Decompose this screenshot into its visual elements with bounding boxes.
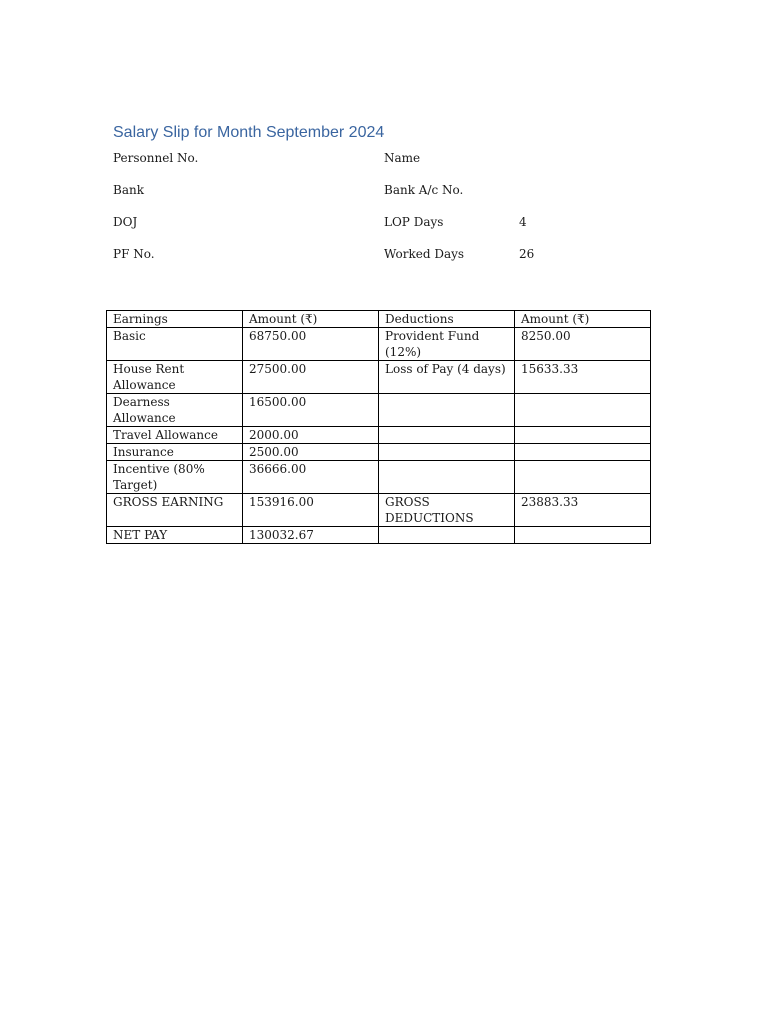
page-title: Salary Slip for Month September 2024 bbox=[113, 124, 385, 141]
table-cell: Travel Allowance bbox=[107, 427, 243, 444]
lop-days-value: 4 bbox=[519, 215, 527, 229]
personnel-no-label: Personnel No. bbox=[113, 151, 199, 165]
lop-days-label: LOP Days bbox=[384, 215, 444, 229]
table-cell: GROSS EARNING bbox=[107, 494, 243, 527]
worked-days-label: Worked Days bbox=[384, 247, 465, 261]
table-cell bbox=[379, 427, 515, 444]
table-cell bbox=[515, 427, 651, 444]
column-header: Earnings bbox=[107, 311, 243, 328]
table-cell bbox=[379, 444, 515, 461]
table-cell: 16500.00 bbox=[243, 394, 379, 427]
info-row bbox=[113, 214, 633, 246]
table-cell: 27500.00 bbox=[243, 361, 379, 394]
table-cell: Dearness Allowance bbox=[107, 394, 243, 427]
table-cell: 8250.00 bbox=[515, 328, 651, 361]
table-row bbox=[107, 427, 651, 444]
table-cell bbox=[379, 527, 515, 544]
table-cell: Provident Fund (12%) bbox=[379, 328, 515, 361]
table-cell bbox=[379, 461, 515, 494]
bank-label: Bank bbox=[113, 183, 144, 197]
table-cell bbox=[379, 394, 515, 427]
table-cell: GROSS DEDUCTIONS bbox=[379, 494, 515, 527]
table-cell: Loss of Pay (4 days) bbox=[379, 361, 515, 394]
column-header: Amount (₹) bbox=[515, 311, 651, 328]
doj-label: DOJ bbox=[113, 215, 138, 229]
table-cell: Insurance bbox=[107, 444, 243, 461]
column-header: Deductions bbox=[379, 311, 515, 328]
table-header-row bbox=[107, 311, 651, 328]
table-cell bbox=[515, 444, 651, 461]
table-row bbox=[107, 444, 651, 461]
table-cell: 23883.33 bbox=[515, 494, 651, 527]
bank-account-label: Bank A/c No. bbox=[384, 183, 464, 197]
table-row bbox=[107, 394, 651, 427]
table-cell: House Rent Allowance bbox=[107, 361, 243, 394]
table-cell: 2000.00 bbox=[243, 427, 379, 444]
table-cell bbox=[515, 527, 651, 544]
info-row bbox=[113, 150, 633, 182]
table-cell: 153916.00 bbox=[243, 494, 379, 527]
pf-no-label: PF No. bbox=[113, 247, 155, 261]
table-cell: 36666.00 bbox=[243, 461, 379, 494]
table-cell bbox=[515, 394, 651, 427]
column-header: Amount (₹) bbox=[243, 311, 379, 328]
table-cell: 130032.67 bbox=[243, 527, 379, 544]
table-row bbox=[107, 361, 651, 394]
table-cell: 2500.00 bbox=[243, 444, 379, 461]
employee-info bbox=[113, 150, 633, 278]
table-row bbox=[107, 328, 651, 361]
worked-days-value: 26 bbox=[519, 247, 535, 261]
table-cell: Basic bbox=[107, 328, 243, 361]
info-row bbox=[113, 182, 633, 214]
name-label: Name bbox=[384, 151, 421, 165]
table-cell: NET PAY bbox=[107, 527, 243, 544]
table-cell: 15633.33 bbox=[515, 361, 651, 394]
info-row bbox=[113, 246, 633, 278]
table-cell: Incentive (80% Target) bbox=[107, 461, 243, 494]
table-cell bbox=[515, 461, 651, 494]
gross-totals-row bbox=[107, 494, 651, 527]
table-cell: 68750.00 bbox=[243, 328, 379, 361]
salary-table bbox=[106, 310, 651, 544]
table-row bbox=[107, 461, 651, 494]
net-pay-row bbox=[107, 527, 651, 544]
